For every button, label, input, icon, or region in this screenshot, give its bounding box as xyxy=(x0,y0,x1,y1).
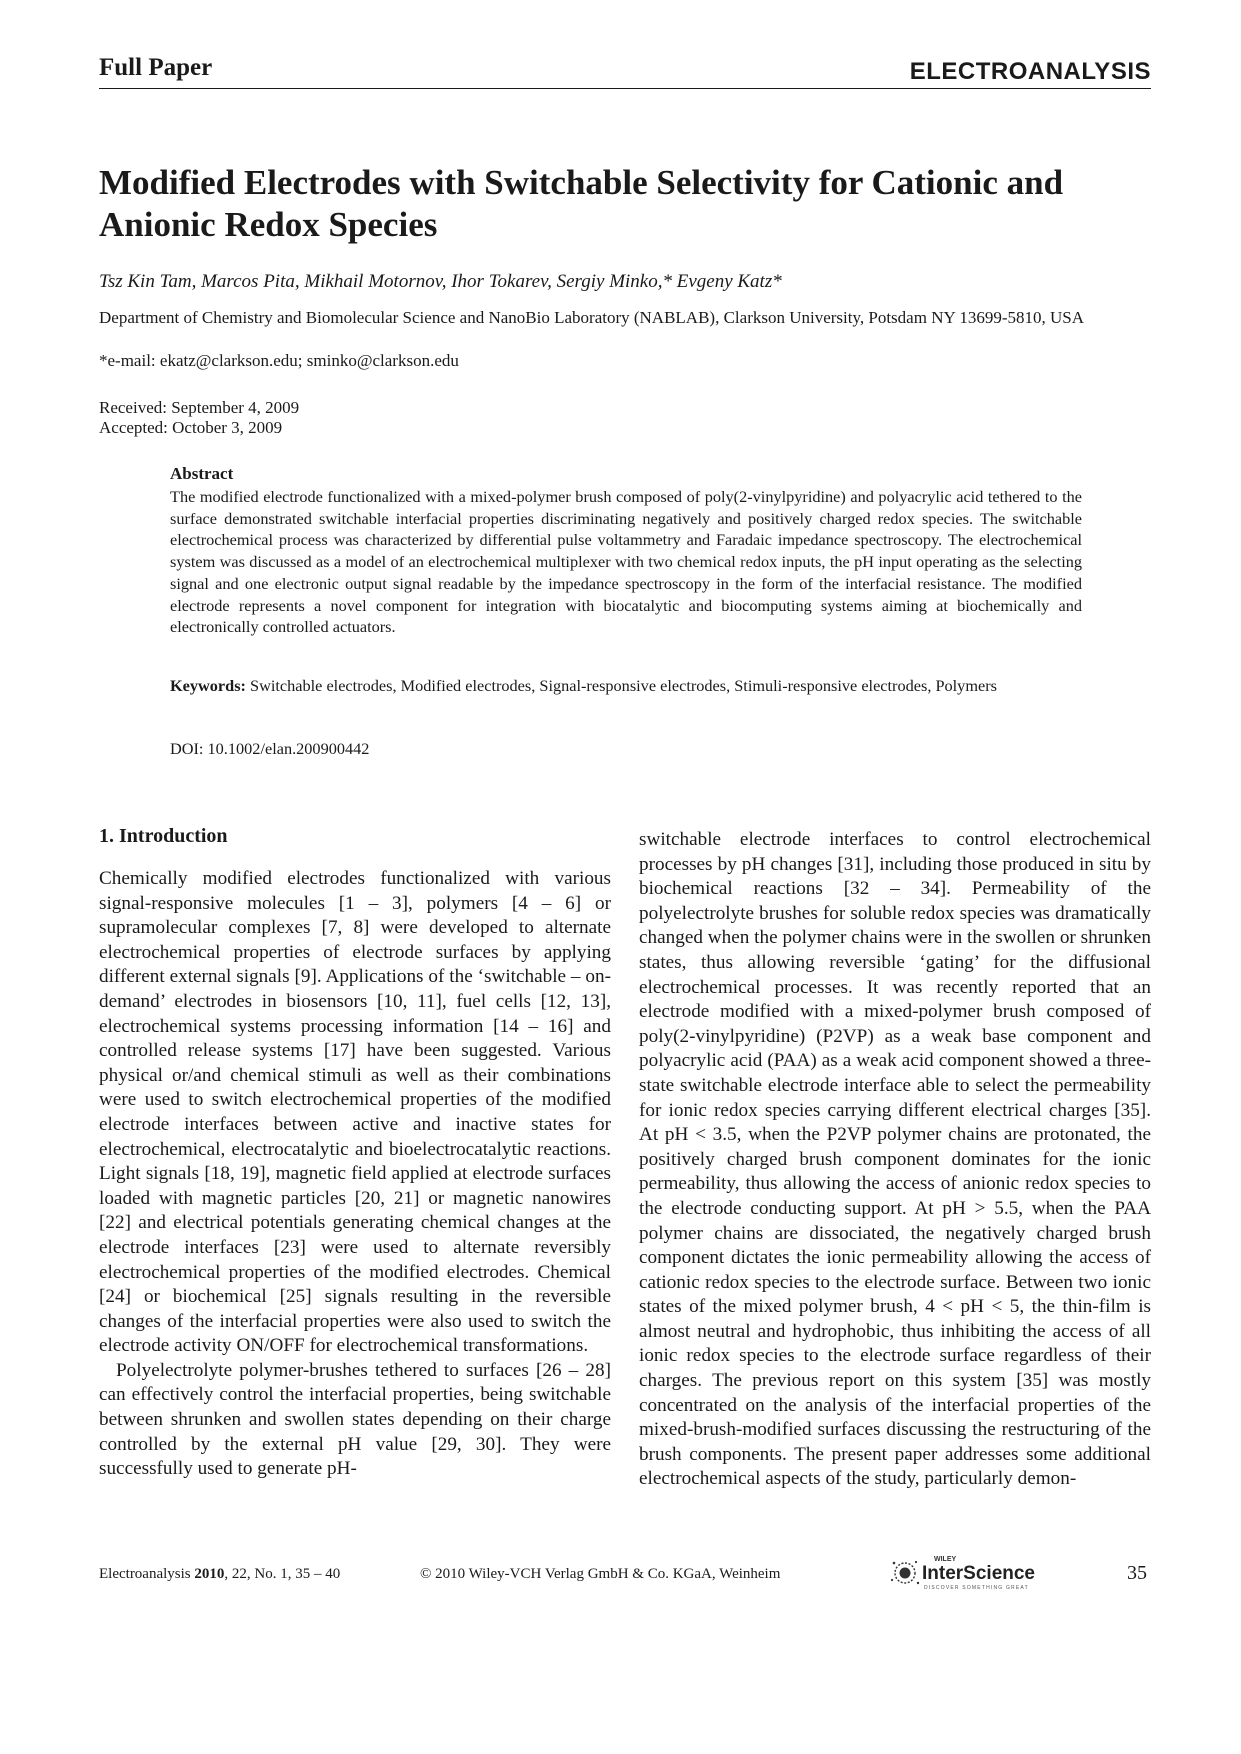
journal-citation xyxy=(99,1566,340,1583)
paragraph: switchable electrode interfaces to control electrochemical processes by pH changes [31], including those produced in situ by biochemical reactions [32 – 34]. Permeability of the polyelectrolyte brushes for soluble redox species was dramatically changed when the polymer chains were in the swollen or shrunken states, thus allowing reversible ‘gating’ for the diffusional electrochemical processes. It was recently reported that an electrode modified with a mixed-polymer brush composed of poly(2-vinylpyridine) (P2VP) as a weak base component and polyacrylic acid (PAA) as a weak acid component showed a three-state switchable electrode interface able to select the permeability for ionic redox species carrying different electrical charges [35]. At pH < 3.5, when the P2VP polymer chains are protonated, the positively charged brush component dominates for the ionic permeability, thus allowing the access of anionic redox species to the electrode conducting support. At pH > 5.5, when the PAA polymer chains are dissociated, the negatively charged brush component dictates the ionic permeability allowing the access of cationic redox species to the electrode surface. Between two ionic states of the mixed polymer brush, 4 < pH < 5, the thin-film is almost neutral and hydrophobic, thus inhibiting the access of all ionic redox species to the electrode surface regardless of their charges. The previous report on this system [35] was mostly concentrated on the analysis of the interfacial properties of the mixed-brush-modified surfaces discussing the restructuring of the brush components. The present paper addresses some additional electrochemical aspects of the study, particularly demon- xyxy=(639,829,1151,1490)
paragraph: Chemically modified electrodes functionalized with various signal-responsive molecules [1 – 3], polymers [4 – 6] or supramolecular complexes [7, 8] were developed to alternate electrochemical properties of electrode surfaces by applying different external signals [9]. Applications of the ‘switchable – on-demand’ electrodes in biosensors [10, 11], fuel cells [12, 13], electrochemical systems processing information [14 – 16] and controlled release systems [17] have been suggested. Various physical or/and chemical stimuli as well as their combinations were used to switch electrochemical properties of the modified electrode interfaces between active and inactive states for electrochemical, electrocatalytic and bioelectrocatalytic reactions. Light signals [18, 19], magnetic field applied at electrode surfaces loaded with magnetic particles [20, 21] or magnetic nanowires [22] and electrical potentials generating chemical changes at the electrode interfaces [23] were used to alternate reversibly electrochemical properties of the modified electrodes. Chemical [24] or biochemical [25] signals resulting in the reversible changes of the interfacial properties were also used to switch the electrode activity ON/OFF for electrochemical transformations. xyxy=(99,868,611,1357)
logo-tagline-text: DISCOVER SOMETHING GREAT xyxy=(924,1585,1029,1591)
paragraph: Polyelectrolyte polymer-brushes tethered to surfaces [26 – 28] can effectively control the interfacial properties, being switchable between shrunken and swollen states depending on their charge controlled by the external pH value [29, 30]. They were successfully used to generate pH- xyxy=(99,1359,611,1480)
accepted-date: Accepted: October 3, 2009 xyxy=(99,418,283,437)
received-date: Received: September 4, 2009 xyxy=(99,398,300,417)
logo-wiley-text: WILEY xyxy=(934,1556,957,1563)
journal-label: ELECTROANALYSIS xyxy=(909,58,1151,85)
article-title: Modified Electrodes with Switchable Selectivity for Cationic and Anionic Redox Species xyxy=(99,163,1064,244)
contact-email: *e-mail: ekatz@clarkson.edu; sminko@clarkson.edu xyxy=(99,351,459,370)
affiliation: Department of Chemistry and Biomolecular Science and NanoBio Laboratory (NABLAB), Clarkson University, Potsdam NY 13699-5810, USA xyxy=(99,308,1085,327)
left-column xyxy=(99,867,611,1482)
copyright: © 2010 Wiley-VCH Verlag GmbH & Co. KGaA, Weinheim xyxy=(420,1566,781,1582)
author-list: Tsz Kin Tam, Marcos Pita, Mikhail Motornov, Ihor Tokarev, Sergiy Minko,* Evgeny Katz* xyxy=(99,271,782,292)
journal-year: 2010 xyxy=(194,1566,225,1582)
keywords xyxy=(170,675,1082,697)
section-label: Full Paper xyxy=(99,54,213,81)
keywords-list: Switchable electrodes, Modified electrodes, Signal-responsive electrodes, Stimuli-responsive electrodes, Polymers xyxy=(250,676,997,695)
section-heading: 1. Introduction xyxy=(99,825,228,847)
journal-name: Electroanalysis xyxy=(99,1566,191,1582)
journal-volume: , 22, No. 1, 35 – 40 xyxy=(224,1566,341,1582)
right-column xyxy=(639,828,1151,1492)
header-rule xyxy=(99,88,1151,89)
abstract-text: The modified electrode functionalized with a mixed-polymer brush composed of poly(2-vinylpyridine) and polyacrylic acid tethered to the surface demonstrated switchable interfacial properties discriminating negatively and positively charged redox species. The switchable electrochemical process was characterized by differential pulse voltammetry and Faradaic impedance spectroscopy. The electrochemical system was discussed as a model of an electrochemical multiplexer with two chemical redox inputs, the pH input operating as the selecting signal and one electronic output signal readable by the impedance spectroscopy in the form of the interfacial resistance. The modified electrode represents a novel component for integration with biocatalytic and biocomputing systems aiming at biochemically and electronically controlled actuators. xyxy=(170,487,1082,637)
keywords-label: Keywords: xyxy=(170,676,246,695)
interscience-logo xyxy=(888,1552,1050,1592)
doi: DOI: 10.1002/elan.200900442 xyxy=(170,739,370,758)
page-number: 35 xyxy=(1127,1562,1147,1584)
logo-brand-text: InterScience xyxy=(922,1563,1035,1584)
abstract-heading: Abstract xyxy=(170,464,234,483)
